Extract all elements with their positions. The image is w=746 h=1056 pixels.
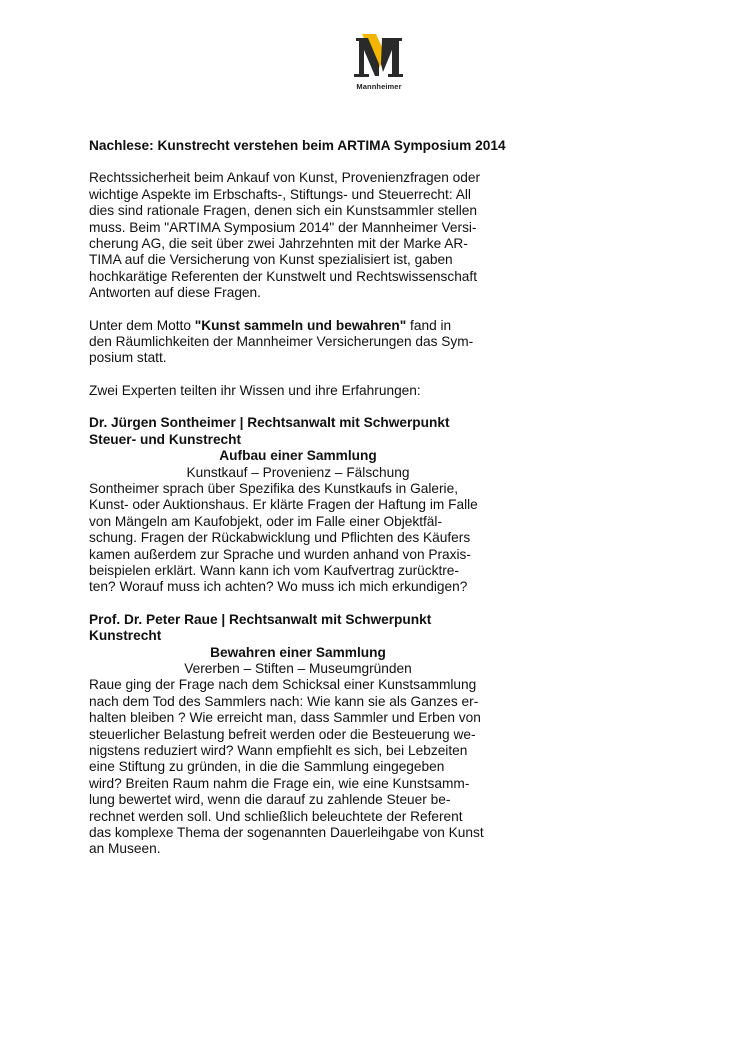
intro-line: Rechtssicherheit beim Ankauf von Kunst, Provenienzfragen oder [89,170,481,186]
body-line: Sontheimer sprach über Spezifika des Kunstkaufs in Galerie, [89,480,458,496]
body-line: beispielen erklärt. Wann kann ich vom Kaufvertrag zurücktre- [89,562,459,578]
intro-line: Antworten auf diese Fragen. [89,285,261,301]
body-line: kamen außerdem zur Sprache und wurden anhand von Praxis- [89,546,471,562]
motto-after: fand in [406,317,452,333]
body-line: eine Stiftung zu gründen, in die die Sammlung eingegeben [89,759,445,775]
speaker-topic: Aufbau einer Sammlung [219,448,377,464]
motto-line: posium statt. [89,350,167,366]
speaker-name-line: Dr. Jürgen Sontheimer | Rechtsanwalt mit Schwerpunkt [89,415,450,431]
intro-line: dies sind rationale Fragen, denen sich ein Kunstsammler stellen [89,203,478,219]
speaker-name-line: Steuer- und Kunstrecht [89,431,242,447]
speaker-section [89,415,507,595]
mannheimer-logo-mark [350,34,408,80]
speaker-body [89,677,507,857]
motto-text: "Kunst sammeln und bewahren" [194,317,407,333]
body-line: steuerlicher Belastung befreit werden oder die Besteuerung we- [89,726,476,742]
mannheimer-logo [350,34,408,94]
intro-line: TIMA auf die Versicherung von Kunst spezialisiert ist, gaben [89,252,453,268]
body-line: das komplexe Thema der sogenannten Dauerleihgabe von Kunst [89,825,484,841]
speaker-section [89,612,507,858]
intro-line: muss. Beim "ARTIMA Symposium 2014" der Mannheimer Versi- [89,219,477,235]
intro-line: cherung AG, die seit über zwei Jahrzehnten mit der Marke AR- [89,236,468,252]
speaker-topic: Bewahren einer Sammlung [210,644,386,660]
motto-before: Unter dem Motto [89,317,195,333]
speaker-keywords: Kunstkauf – Provenienz – Fälschung [186,464,410,480]
intro-line: hochkarätige Referenten der Kunstwelt und Rechtswissenschaft [89,268,478,284]
speaker-name [89,415,507,448]
intro-line: wichtige Aspekte im Erbschafts-, Stiftungs- und Steuerrecht: All [89,186,471,202]
speaker-name-line: Prof. Dr. Peter Raue | Rechtsanwalt mit Schwerpunkt [89,611,432,627]
body-line: rechnet werden soll. Und schließlich beleuchtete der Referent [89,808,463,824]
motto-paragraph [89,318,507,367]
body-line: wird? Breiten Raum nahm die Frage ein, wie eine Kunstsamm- [89,775,470,791]
intro-paragraph [89,170,507,301]
page-title: Nachlese: Kunstrecht verstehen beim ARTIMA Symposium 2014 [89,138,506,153]
motto-line: den Räumlichkeiten der Mannheimer Versicherungen das Sym- [89,334,474,350]
speaker-name-line: Kunstrecht [89,628,162,644]
body-line: Raue ging der Frage nach dem Schicksal einer Kunstsammlung [89,677,477,693]
body-line: nigstens reduziert wird? Wann empfiehlt es sich, bei Lebzeiten [89,743,468,758]
body-line: von Mängeln am Kaufobjekt, oder im Falle einer Objektfäl- [89,513,443,529]
logo-wordmark: Mannheimer [356,82,402,91]
speaker-keywords: Vererben – Stiften – Museumgründen [184,660,412,676]
body-line: halten bleiben ? Wie erreicht man, dass Sammler und Erben von [89,710,481,726]
body-line: nach dem Tod des Sammlers nach: Wie kann sie als Ganzes er- [89,693,479,709]
body-line: ten? Worauf muss ich achten? Wo muss ich mich erkundigen? [89,579,468,595]
body-line: schung. Fragen der Rückabwicklung und Pflichten des Käufers [89,530,471,546]
experts-intro: Zwei Experten teilten ihr Wissen und ihre Erfahrungen: [89,382,421,398]
body-line: lung bewertet wird, wenn die darauf zu zahlende Steuer be- [89,792,451,808]
motto-line [89,318,507,334]
body-line: an Museen. [89,841,161,857]
body-line: Kunst- oder Auktionshaus. Er klärte Fragen der Haftung im Falle [89,497,478,513]
press-release [89,138,507,874]
speaker-name [89,612,507,645]
speaker-body [89,481,507,596]
